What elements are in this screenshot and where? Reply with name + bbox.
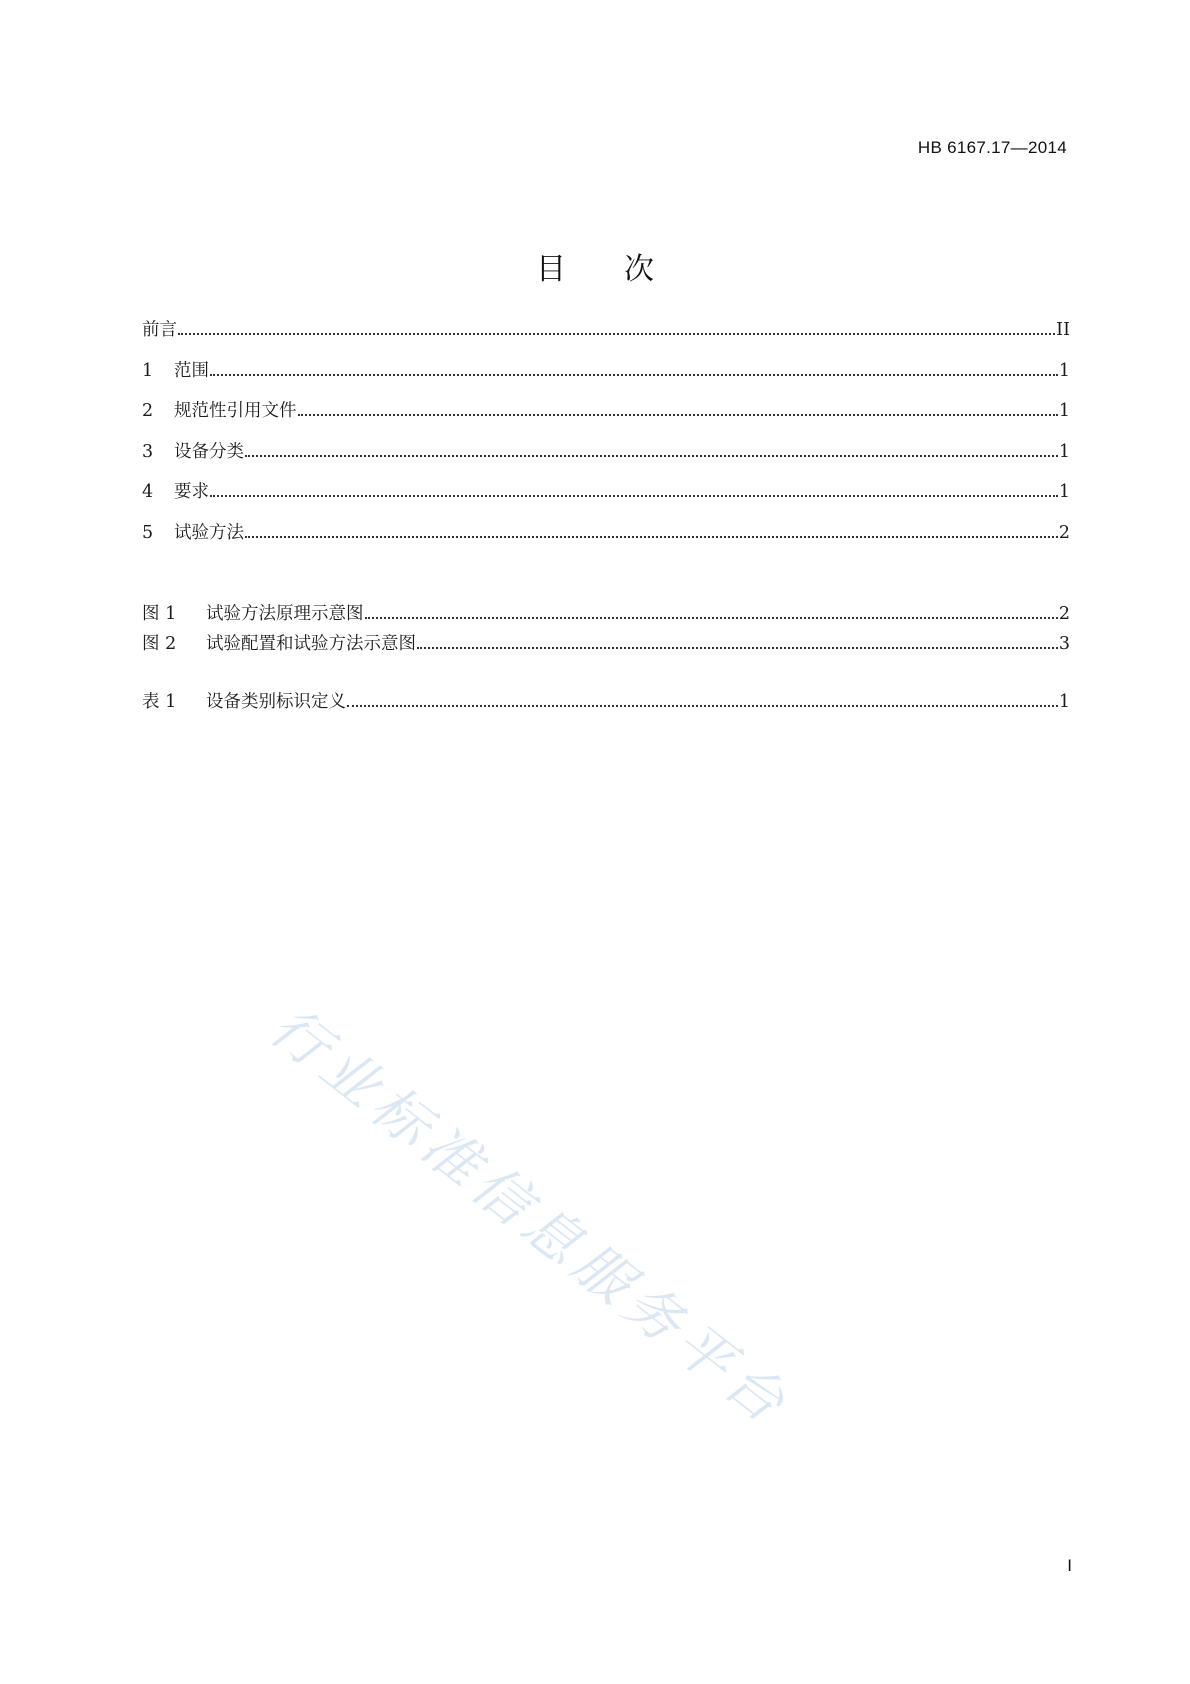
toc-entry-label: 试验配置和试验方法示意图 (206, 634, 416, 654)
toc-entry-page: 1 (1058, 361, 1070, 381)
toc-entry-page: 1 (1058, 482, 1070, 502)
toc-entry-label: 要求 (174, 482, 209, 502)
toc-entry-label: 试验方法 (174, 523, 244, 543)
toc-entry-equipment-classification[interactable] (142, 440, 1070, 464)
toc-entry-page: 2 (1058, 604, 1070, 624)
toc-entry-number: 图 1 (142, 604, 177, 624)
toc-entry-number: 1 (142, 361, 154, 381)
toc-leader-dots (298, 399, 1058, 423)
toc-entry-scope[interactable] (142, 359, 1070, 383)
toc-entry-normative-references[interactable] (142, 399, 1070, 423)
page-number: I (1067, 1556, 1072, 1575)
watermark-text: 行业标准信息服务平台 (257, 994, 802, 1440)
toc-leader-dots (210, 480, 1058, 504)
toc-entry-page: 1 (1058, 401, 1070, 421)
toc-entry-page: 1 (1058, 442, 1070, 462)
toc-entry-label: 范围 (174, 361, 209, 381)
toc-entry-table-1[interactable] (142, 690, 1070, 714)
toc-leader-dots (347, 690, 1058, 714)
toc-leader-dots (417, 632, 1058, 656)
toc-entry-test-methods[interactable] (142, 521, 1070, 545)
toc-entry-label: 规范性引用文件 (174, 401, 297, 421)
standard-number: HB 6167.17—2014 (917, 138, 1067, 157)
toc-entry-page: 2 (1058, 523, 1070, 543)
toc-leader-dots (365, 602, 1058, 626)
toc-entry-label: 设备类别标识定义 (206, 692, 346, 712)
toc-entry-number: 4 (142, 482, 154, 502)
toc-entry-number: 图 2 (142, 634, 177, 654)
toc-entry-label: 设备分类 (174, 442, 244, 462)
page-title: 目次 (536, 252, 712, 287)
toc-entry-requirements[interactable] (142, 480, 1070, 504)
toc-entry-figure-2[interactable] (142, 632, 1070, 656)
toc-entry-label: 试验方法原理示意图 (206, 604, 364, 624)
toc-entry-number: 2 (142, 401, 154, 421)
toc-entry-label: 前言 (142, 320, 177, 340)
toc-leader-dots (210, 359, 1058, 383)
toc-entry-page: II (1056, 320, 1070, 340)
toc-entry-number: 表 1 (142, 692, 177, 712)
toc-entry-number: 5 (142, 523, 154, 543)
toc-leader-dots (245, 521, 1058, 545)
toc-entry-number: 3 (142, 442, 154, 462)
toc-entry-page: 3 (1058, 634, 1070, 654)
toc-leader-dots (245, 440, 1058, 464)
toc-leader-dots (178, 318, 1055, 342)
toc-entry-figure-1[interactable] (142, 602, 1070, 626)
toc-entry-foreword[interactable] (142, 318, 1070, 342)
toc-entry-page: 1 (1058, 692, 1070, 712)
